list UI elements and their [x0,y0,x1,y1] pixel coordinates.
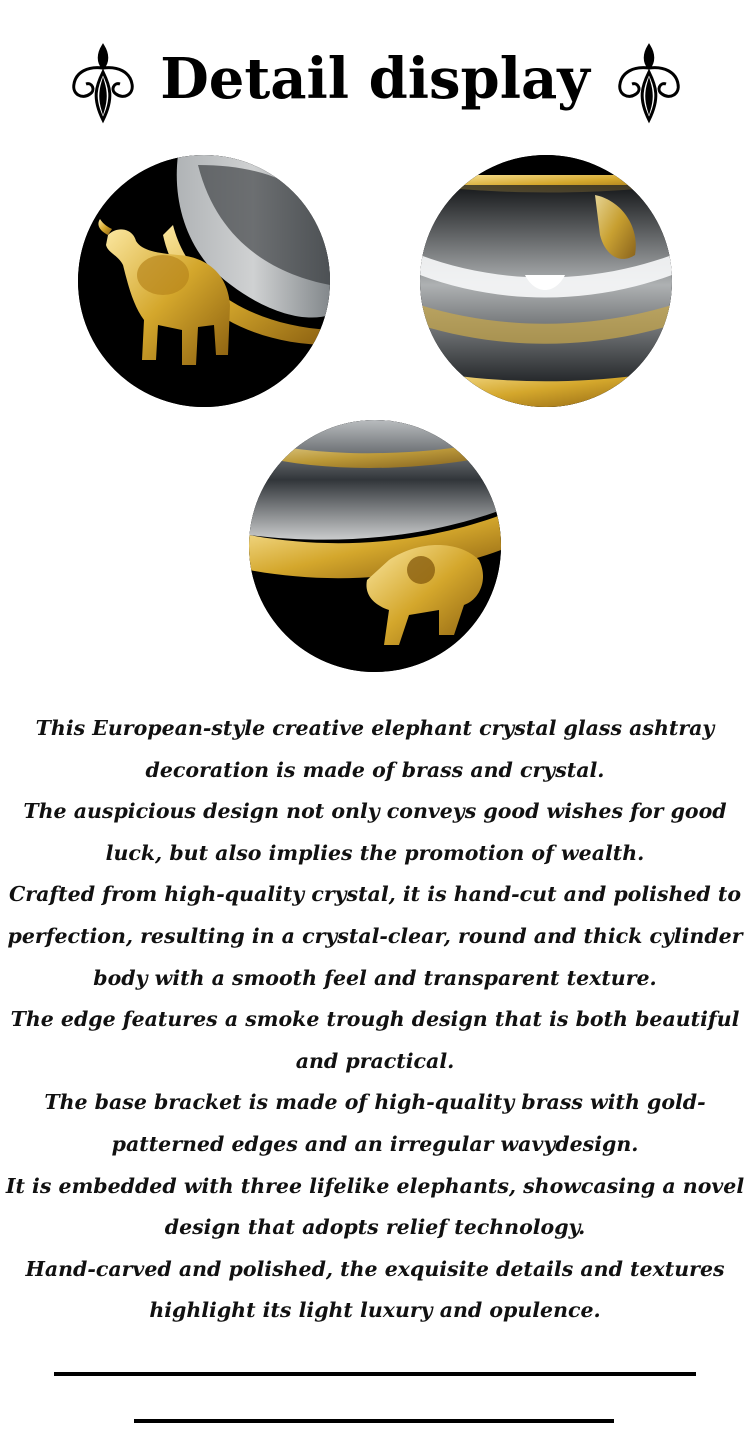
header [0,30,750,140]
detail-image-elephant-side [78,155,330,407]
product-description [0,708,750,1332]
description-paragraph: Crafted from high-quality crystal, it is hand-cut and polished to perfection, resulting in a crystal-clear, round and thick cylinder body with a smooth feel and transparent texture. [7,882,743,990]
detail-image-smoke-trough [420,155,672,407]
description-paragraph: Hand-carved and polished, the exquisite details and textures highlight its light luxury and opulence. [25,1256,725,1323]
divider-line-long [54,1372,696,1376]
description-paragraph: This European-style creative elephant crystal glass ashtray decoration is made of brass and crystal. [35,716,715,782]
detail-image-elephant-relief [249,420,501,672]
description-paragraph: The auspicious design not only conveys good wishes for good luck, but also implies the promotion of wealth. [23,799,727,865]
description-paragraph: The edge features a smoke trough design that is both beautiful and practical. [10,1007,740,1073]
fleur-ornament-right-icon [604,36,694,126]
page-title: Detail display [160,46,590,112]
description-paragraph: The base bracket is made of high-quality brass with gold-patterned edges and an irregular wavydesign. [44,1090,706,1156]
description-paragraph: It is embedded with three lifelike elephants, showcasing a novel design that adopts relief technology. [5,1173,745,1240]
divider-line-short [134,1419,614,1423]
